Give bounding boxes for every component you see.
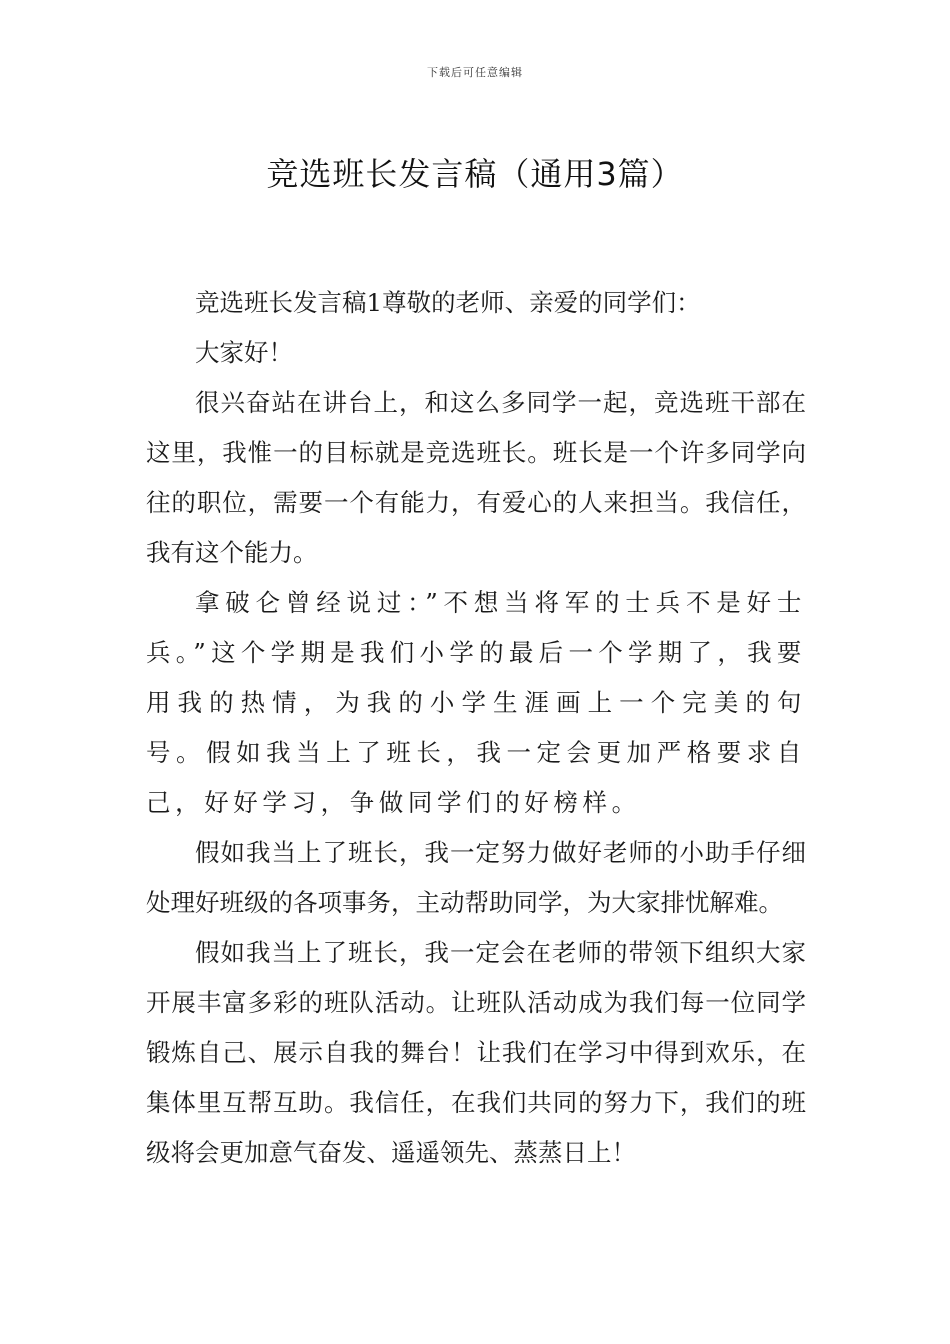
document-title: 竞选班长发言稿（通用3篇） [266, 155, 684, 194]
header-note: 下载后可任意编辑 [427, 66, 523, 79]
paragraph-assistant: 假如我当上了班长，我一定努力做好老师的小助手仔细处理好班级的各项事务，主动帮助同学，为大家排忧解难。 [146, 838, 806, 917]
document-body [146, 278, 806, 1178]
paragraph-intro: 很兴奋站在讲台上，和这么多同学一起，竞选班干部在这里，我惟一的目标就是竞选班长。班长是一个许多同学向往的职位，需要一个有能力，有爱心的人来担当。我信任，我有这个能力。 [146, 388, 806, 567]
paragraph-napoleon-quote: 拿破仑曾经说过：”不想当将军的士兵不是好士兵。”这个学期是我们小学的最后一个学期了，我要用我的热情，为我的小学生涯画上一个完美的句号。假如我当上了班长，我一定会更加严格要求自己，好好学习，争做同学们的好榜样。 [146, 588, 806, 817]
paragraph-activities: 假如我当上了班长，我一定会在老师的带领下组织大家开展丰富多彩的班队活动。让班队活动成为我们每一位同学锻炼自己、展示自我的舞台！让我们在学习中得到欢乐，在集体里互帮互助。我信任，在我们共同的努力下，我们的班级将会更加意气奋发、遥遥领先、蒸蒸日上！ [146, 938, 806, 1167]
paragraph-greeting: 大家好！ [195, 338, 293, 367]
paragraph-salutation: 竞选班长发言稿1尊敬的老师、亲爱的同学们： [195, 288, 701, 317]
